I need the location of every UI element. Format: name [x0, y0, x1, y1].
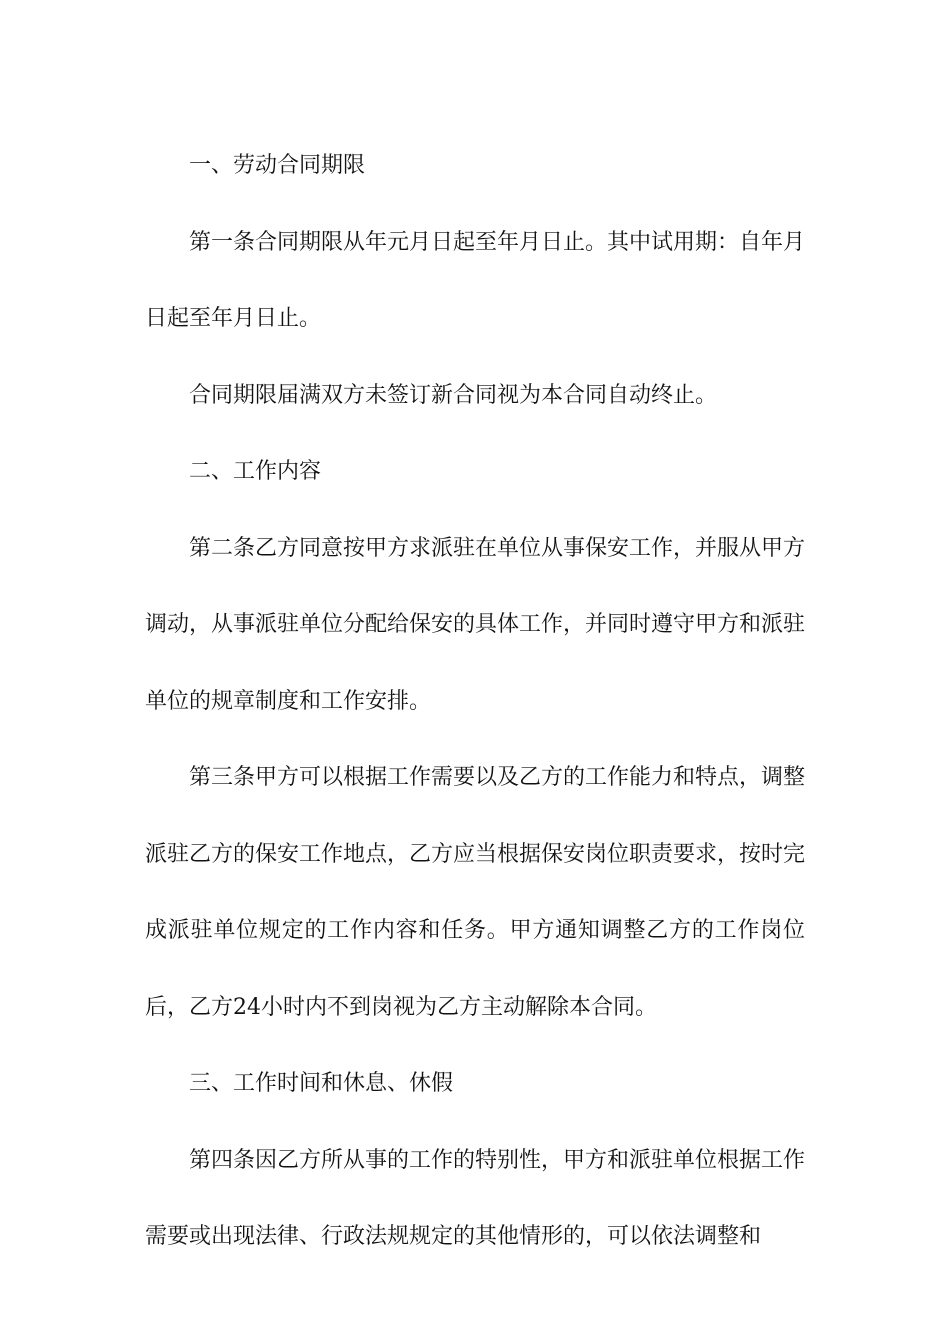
section-heading-work-content: 二、工作内容	[189, 459, 322, 484]
paragraph-contract-expiry: 合同期限届满双方未签订新合同视为本合同自动终止。	[189, 382, 718, 408]
section-heading-working-hours: 三、工作时间和休息、休假	[189, 1071, 454, 1096]
article-4-working-hours: 第四条因乙方所从事的工作的特别性，甲方和派驻单位根据工作需要或出现法律、行政法规规定的其他情形的，可以依法调整和	[145, 1147, 806, 1249]
article-1-contract-term: 第一条合同期限从年元月日起至年月日止。其中试用期：自年月日起至年月日止。	[145, 229, 806, 331]
article-2-assignment: 第二条乙方同意按甲方求派驻在单位从事保安工作，并服从甲方调动，从事派驻单位分配给保安的具体工作，并同时遵守甲方和派驻单位的规章制度和工作安排。	[145, 535, 806, 714]
document-body	[145, 128, 805, 1276]
section-heading-contract-term: 一、劳动合同期限	[189, 153, 366, 178]
article-3-reassignment: 第三条甲方可以根据工作需要以及乙方的工作能力和特点，调整派驻乙方的保安工作地点，乙方应当根据保安岗位职责要求，按时完成派驻单位规定的工作内容和任务。甲方通知调整乙方的工作岗位后，乙方24小时内不到岗视为乙方主动解除本合同。	[145, 765, 806, 1020]
